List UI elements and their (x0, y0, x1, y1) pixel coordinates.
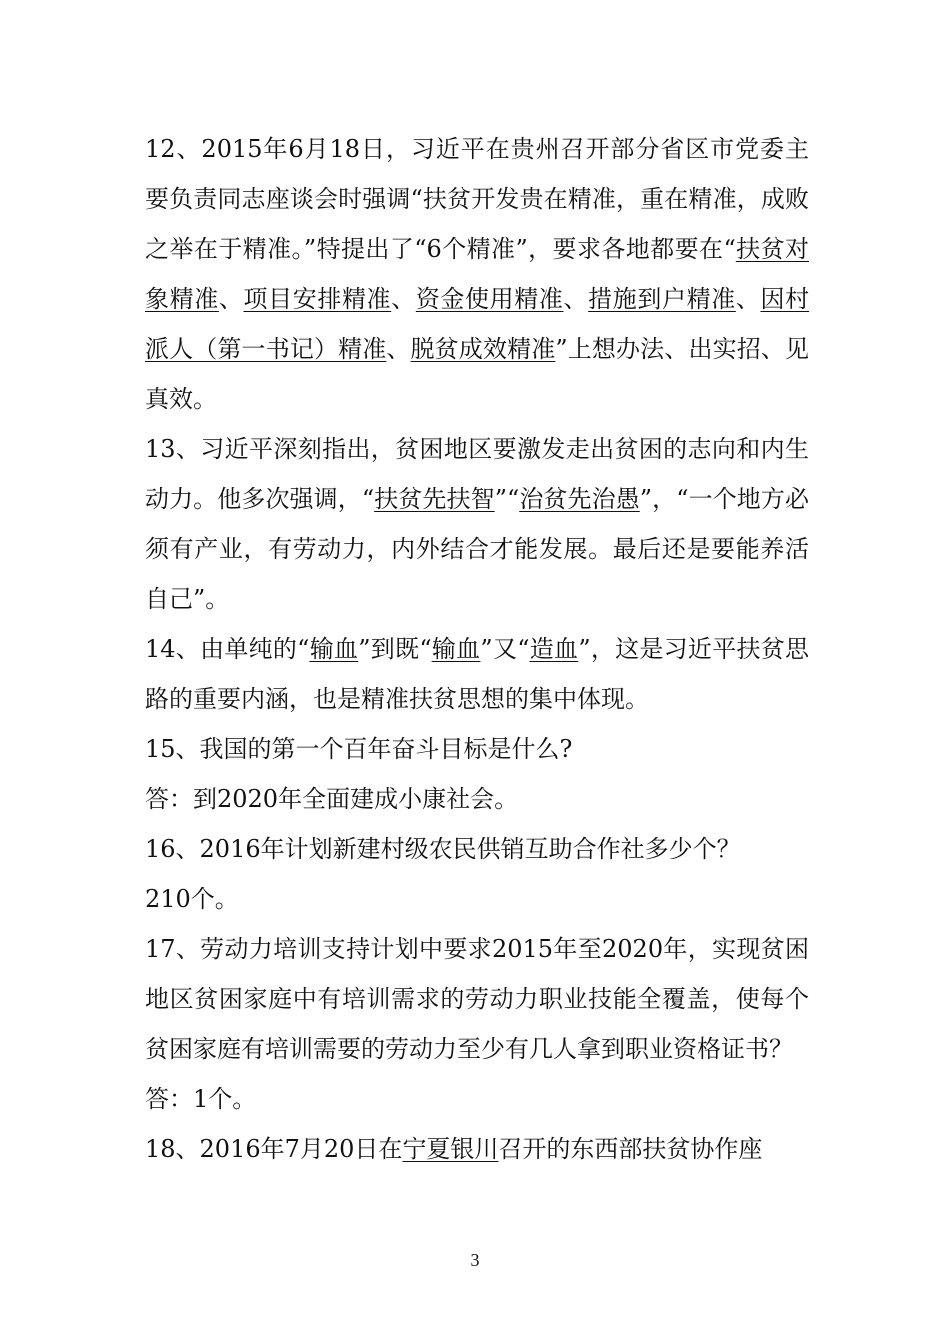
text-run: 18、2016年7月20日在 (145, 1135, 403, 1163)
paragraph-q17 (145, 924, 809, 1074)
underlined-term: 扶贫先扶智 (374, 485, 495, 513)
text-run: 15、我国的第一个百年奋斗目标是什么? (145, 735, 573, 763)
text-run: 答：1个。 (145, 1085, 257, 1113)
underlined-term: 治贫先治愚 (519, 485, 640, 513)
text-run: ”到既“ (358, 635, 432, 663)
text-run: 14、由单纯的“ (145, 635, 310, 663)
text-run: 210个。 (145, 885, 239, 913)
text-run: ”上想办法、出实招、见真效。 (145, 335, 810, 413)
paragraph-q18 (145, 1124, 809, 1174)
underlined-term: 扶贫对象精准 (145, 235, 809, 313)
text-run: 、 (386, 335, 411, 363)
text-run: 答：到2020年全面建成小康社会。 (145, 785, 519, 813)
paragraph-q12 (145, 124, 809, 424)
paragraph-a16 (145, 874, 809, 924)
text-run: 、 (563, 285, 589, 313)
paragraph-q14 (145, 624, 809, 724)
text-run: 16、2016年计划新建村级农民供销互助合作社多少个？ (145, 835, 741, 863)
paragraph-q16 (145, 824, 809, 874)
paragraph-q15 (145, 724, 809, 774)
paragraph-q13 (145, 424, 809, 624)
text-run: 13、习近平深刻指出，贫困地区要激发走出贫困的志向和内生动力。他多次强调，“ (145, 435, 809, 513)
document-body (145, 124, 809, 1174)
underlined-term: 脱贫成效精准 (410, 335, 556, 363)
text-run: ”又“ (480, 635, 530, 663)
underlined-term: 项目安排精准 (243, 285, 392, 313)
text-run: 、 (735, 285, 761, 313)
text-run: 、 (218, 285, 244, 313)
text-run: 召开的东西部扶贫协作座 (498, 1135, 763, 1163)
underlined-term: 因村派人（第一书记）精准 (145, 285, 810, 363)
text-run: 12、2015年6月18日，习近平在贵州召开部分省区市党委主要负责同志座谈会时强调“扶贫开发贵在精准，重在精准，成败之举在于精准。”特提出了“6个精准”，要求各地都要在“ (145, 135, 809, 263)
underlined-term: 造血 (529, 635, 579, 663)
paragraph-a17 (145, 1074, 809, 1124)
underlined-term: 宁夏银川 (402, 1135, 499, 1163)
underlined-term: 资金使用精准 (415, 285, 564, 313)
text-run: ”，“一个地方必须有产业，有劳动力，内外结合才能发展。最后还是要能养活自己”。 (145, 485, 809, 613)
text-run: 、 (391, 285, 416, 313)
underlined-term: 输血 (431, 635, 481, 663)
underlined-term: 输血 (309, 635, 359, 663)
page-number: 3 (470, 1250, 480, 1270)
text-run: 17、劳动力培训支持计划中要求2015年至2020年，实现贫困地区贫困家庭中有培训需求的劳动力职业技能全覆盖，使每个贫困家庭有培训需要的劳动力至少有几人拿到职业资格证书？ (145, 935, 809, 1063)
underlined-term: 措施到户精准 (588, 285, 736, 313)
text-run: ”“ (494, 485, 520, 513)
paragraph-a15 (145, 774, 809, 824)
text-run: ”，这是习近平扶贫思路的重要内涵，也是精准扶贫思想的集中体现。 (145, 635, 810, 713)
